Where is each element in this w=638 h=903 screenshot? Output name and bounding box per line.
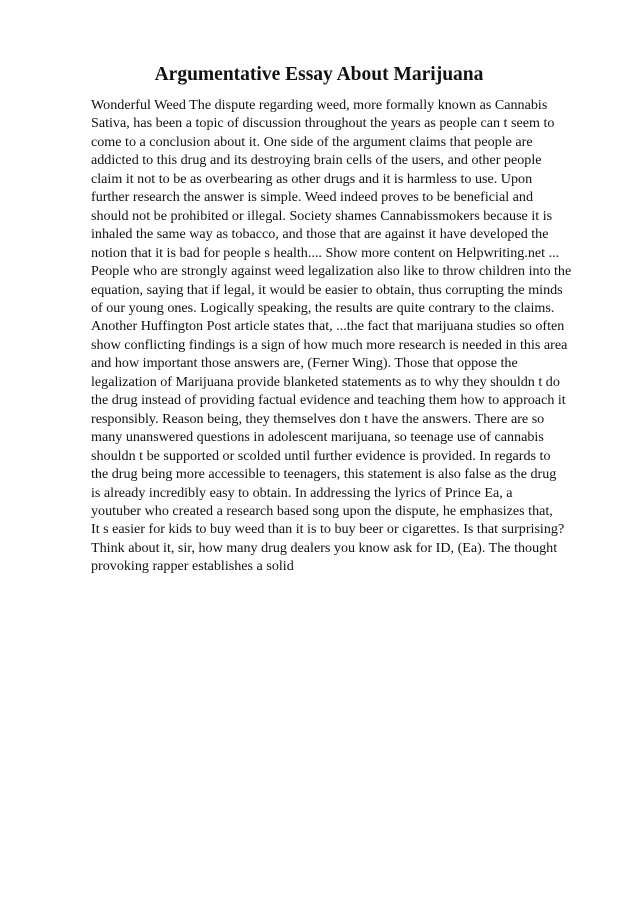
text-line: should not be prohibited or illegal. Society shames Cannabissmokers because it is: [91, 207, 553, 224]
text-line: further research the answer is simple. Weed indeed proves to be beneficial and: [91, 189, 533, 206]
text-line: show conflicting findings is a sign of how much more research is needed in this area: [91, 336, 568, 353]
text-line: Another Huffington Post article states that, ...the fact that marijuana studies so often: [91, 318, 565, 335]
text-line: responsibly. Reason being, they themselves don t have the answers. There are so: [91, 410, 545, 427]
text-line: of our young ones. Logically speaking, the results are quite contrary to the claims.: [91, 299, 555, 316]
text-line: equation, saying that if legal, it would be easier to obtain, thus corrupting the minds: [91, 281, 563, 298]
text-line: notion that it is bad for people s health.... Show more content on Helpwriting.net ...: [91, 244, 560, 261]
text-line: come to a conclusion about it. One side of the argument claims that people are: [91, 133, 533, 150]
text-line: Sativa, has been a topic of discussion throughout the years as people can t seem to: [91, 115, 555, 132]
text-line: many unanswered questions in adolescent marijuana, so teenage use of cannabis: [91, 429, 544, 446]
text-line: youtuber who created a research based song upon the dispute, he emphasizes that,: [91, 502, 553, 519]
text-line: It s easier for kids to buy weed than it is to buy beer or cigarettes. Is that surprising?: [91, 521, 565, 538]
document-title: Argumentative Essay About Marijuana: [154, 64, 484, 85]
text-line: shouldn t be supported or scolded until further evidence is provided. In regards to: [91, 447, 551, 464]
text-line: addicted to this drug and its destroying brain cells of the users, and other people: [91, 152, 542, 169]
text-line: the drug instead of providing factual evidence and teaching them how to approach it: [91, 392, 566, 409]
text-line: legalization of Marijuana provide blanketed statements as to why they shouldn t do: [91, 373, 560, 390]
text-line: and how important those answers are, (Ferner Wing). Those that oppose the: [91, 355, 518, 372]
essay-body: [91, 96, 596, 576]
text-line: is already incredibly easy to obtain. In addressing the lyrics of Prince Ea, a: [91, 484, 513, 501]
text-line: People who are strongly against weed legalization also like to throw children into the: [91, 263, 572, 280]
text-line: inhaled the same way as tobacco, and those that are against it have developed the: [91, 226, 549, 243]
text-line: claim it not to be as overbearing as other drugs and it is harmless to use. Upon: [91, 170, 533, 187]
text-line: provoking rapper establishes a solid: [91, 558, 294, 575]
text-line: Think about it, sir, how many drug dealers you know ask for ID, (Ea). The thought: [91, 539, 558, 556]
text-line: the drug being more accessible to teenagers, this statement is also false as the drug: [91, 466, 557, 483]
text-line: Wonderful Weed The dispute regarding weed, more formally known as Cannabis: [91, 97, 548, 113]
